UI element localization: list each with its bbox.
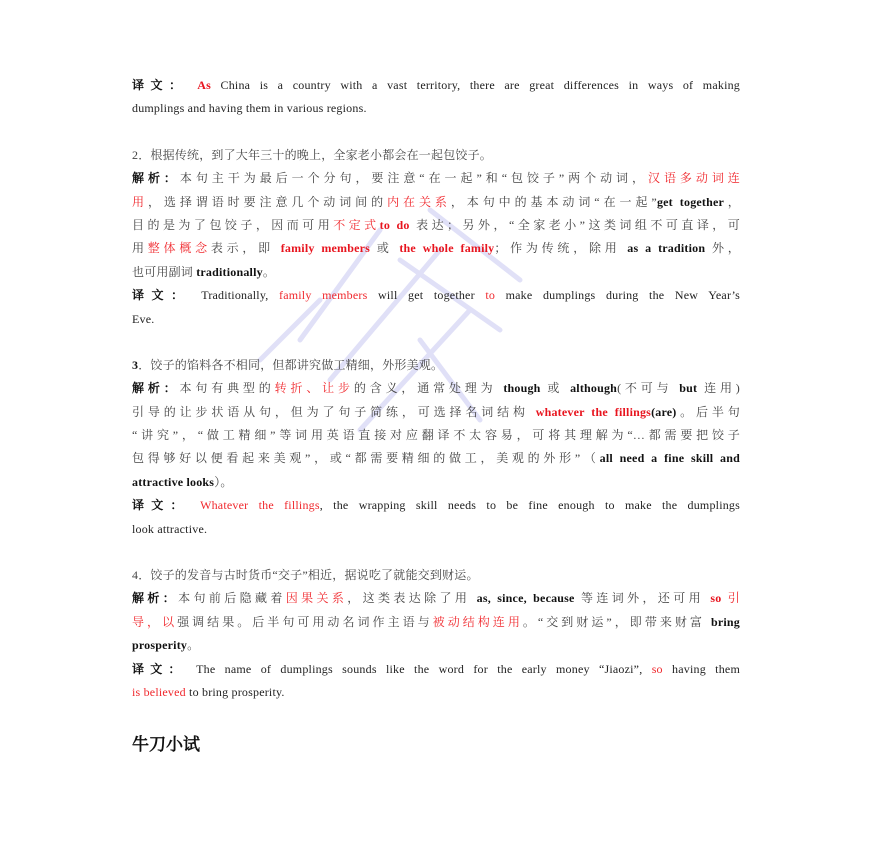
text-line bbox=[132, 237, 740, 260]
text-line bbox=[132, 144, 740, 167]
paragraph bbox=[132, 74, 740, 121]
highlight-text: 内在关系 bbox=[387, 194, 451, 209]
paragraph bbox=[132, 658, 740, 705]
text-line bbox=[132, 308, 740, 331]
text-line bbox=[132, 377, 740, 400]
body-text: 表示，即 bbox=[210, 241, 281, 256]
highlight-text: so bbox=[651, 661, 663, 676]
body-text: though bbox=[503, 381, 541, 396]
body-text: (不可与 bbox=[617, 381, 680, 396]
body-text: make dumplings during the New Year’s bbox=[495, 288, 740, 303]
text-line bbox=[132, 401, 740, 424]
label-text: 解析： bbox=[132, 171, 180, 186]
highlight-text: so bbox=[710, 591, 722, 606]
body-text: 连用) bbox=[697, 381, 740, 396]
label-text: 译文： bbox=[132, 498, 190, 513]
body-text: get together bbox=[656, 194, 725, 209]
body-text: 4．饺子的发音与古时货币“交子”相近，据说吃了就能交到财运。 bbox=[132, 568, 479, 583]
text-line bbox=[132, 284, 740, 307]
label-text: 译文： bbox=[132, 661, 187, 676]
paragraph bbox=[132, 587, 740, 657]
body-text: “讲究”，“做工精细”等词用英语直接对应翻译不太容易，可将其理解为“…都需要把饺子 bbox=[132, 428, 740, 443]
body-text: 外， bbox=[705, 241, 740, 256]
body-text: ）。 bbox=[214, 474, 233, 489]
label-text: 解析： bbox=[132, 591, 179, 606]
highlight-text: 被动结构连用 bbox=[432, 614, 523, 629]
body-text: attractive looks bbox=[132, 474, 215, 489]
body-text: ．饺子的馅料各不相同，但都讲究做工精细，外形美观。 bbox=[138, 357, 444, 372]
section-heading: 牛刀小试 bbox=[132, 735, 200, 755]
document-body bbox=[132, 74, 740, 727]
body-text: 表达；另外，“全家老小”这类词组不可直译，可 bbox=[409, 217, 740, 232]
highlight-text: whatever the fillings bbox=[535, 404, 652, 419]
text-line bbox=[132, 471, 740, 494]
highlight-text: to bbox=[485, 288, 496, 303]
section-4 bbox=[132, 564, 740, 704]
body-text: ， bbox=[724, 194, 740, 209]
text-line bbox=[132, 191, 740, 214]
body-text: 引导的让步状语从句，但为了句子简练，可选择名词结构 bbox=[132, 404, 536, 419]
body-text: traditionally bbox=[196, 264, 263, 279]
text-line bbox=[132, 214, 740, 237]
body-text: 也可用副词 bbox=[132, 264, 197, 279]
body-text: 。“交到财运”，即带来财富 bbox=[522, 614, 711, 629]
body-text: to bring prosperity. bbox=[185, 684, 285, 699]
highlight-text: 转折、让步 bbox=[274, 381, 354, 396]
body-text: 。 bbox=[187, 638, 200, 653]
text-line bbox=[132, 167, 740, 190]
paragraph bbox=[132, 494, 740, 541]
body-text: , the wrapping skill needs to be fine enough to make the dumplings bbox=[319, 498, 740, 513]
body-text: 的含义，通常处理为 bbox=[353, 381, 504, 396]
highlight-text: 因果关系 bbox=[285, 591, 348, 606]
highlight-text: 引 bbox=[721, 591, 740, 606]
paragraph bbox=[132, 354, 740, 377]
text-line bbox=[132, 681, 740, 704]
body-text: as a tradition bbox=[627, 241, 706, 256]
highlight-text: family members bbox=[279, 288, 368, 303]
body-text: look attractive. bbox=[132, 521, 208, 536]
highlight-text: 不定式 bbox=[333, 217, 380, 232]
body-text: ，选择谓语时要注意几个动词间的 bbox=[147, 194, 388, 209]
body-text: 本句有典型的 bbox=[179, 381, 275, 396]
body-text: 目的是为了包饺子，因而可用 bbox=[132, 217, 334, 232]
body-text: ，本句中的基本动词“在一起” bbox=[450, 194, 657, 209]
text-line bbox=[132, 494, 740, 517]
highlight-text: Whatever the fillings bbox=[189, 498, 320, 513]
body-text: (are) bbox=[651, 404, 677, 419]
text-line bbox=[132, 261, 740, 284]
body-text: 。后半句 bbox=[676, 404, 740, 419]
highlight-text: family members bbox=[280, 241, 371, 256]
body-text: but bbox=[679, 381, 698, 396]
body-text: 用 bbox=[132, 241, 148, 256]
highlight-text: to do bbox=[379, 217, 410, 232]
text-line bbox=[132, 658, 740, 681]
paragraph bbox=[132, 144, 740, 167]
body-text: although bbox=[570, 381, 618, 396]
body-text: 。 bbox=[262, 264, 276, 279]
body-text: 2．根据传统，到了大年三十的晚上，全家老小都会在一起包饺子。 bbox=[132, 147, 493, 162]
paragraph bbox=[132, 564, 740, 587]
body-text: will get together bbox=[367, 288, 486, 303]
text-line bbox=[132, 354, 740, 377]
body-text: prosperity bbox=[132, 638, 188, 653]
body-text: 强调结果。后半句可用动名词作主语与 bbox=[177, 614, 433, 629]
section-2 bbox=[132, 144, 740, 331]
paragraph bbox=[132, 377, 740, 494]
paragraph bbox=[132, 284, 740, 331]
section-3 bbox=[132, 354, 740, 541]
highlight-text: 导，以 bbox=[132, 614, 178, 629]
text-line bbox=[132, 424, 740, 447]
body-text: 或 bbox=[540, 381, 571, 396]
highlight-text: the whole family bbox=[399, 241, 495, 256]
label-text: 译文： bbox=[132, 78, 188, 92]
highlight-text: As bbox=[187, 78, 211, 92]
body-text: 3 bbox=[132, 357, 139, 372]
highlight-text: is believed bbox=[132, 684, 186, 699]
body-text: 本句主干为最后一个分句，要注意“在一起”和“包饺子”两个动词， bbox=[179, 171, 648, 186]
text-line bbox=[132, 97, 740, 120]
highlight-text: 用 bbox=[132, 194, 148, 209]
text-line bbox=[132, 564, 740, 587]
body-text: as, since, because bbox=[476, 591, 575, 606]
text-line bbox=[132, 447, 740, 470]
body-text: all need a fine skill and bbox=[599, 451, 740, 466]
body-text: 本句前后隐藏着 bbox=[178, 591, 286, 606]
highlight-text: 汉语多动词连 bbox=[647, 171, 740, 186]
text-line bbox=[132, 74, 740, 97]
highlight-text: 整体概念 bbox=[147, 241, 211, 256]
paragraph bbox=[132, 167, 740, 284]
body-text: China is a country with a vast territory, there are great differences in ways of making bbox=[210, 78, 740, 92]
body-text: Traditionally, bbox=[190, 288, 280, 303]
body-text: dumplings and having them in various regions. bbox=[132, 101, 367, 116]
body-text: 包得够好以便看起来美观”，或“都需要精细的做工，美观的外形”（ bbox=[132, 451, 600, 466]
text-line bbox=[132, 587, 740, 610]
text-line bbox=[132, 634, 740, 657]
body-text: bring bbox=[710, 614, 740, 629]
body-text: 等连词外，还可用 bbox=[574, 591, 711, 606]
text-line bbox=[132, 611, 740, 634]
label-text: 译文： bbox=[132, 288, 191, 303]
section-1 bbox=[132, 74, 740, 121]
body-text: Eve. bbox=[132, 311, 155, 326]
label-text: 解析： bbox=[132, 381, 180, 396]
body-text: ，这类表达除了用 bbox=[347, 591, 477, 606]
body-text: ；作为传统，除用 bbox=[494, 241, 628, 256]
body-text: having them bbox=[662, 661, 740, 676]
body-text: 或 bbox=[370, 241, 400, 256]
body-text: The name of dumplings sounds like the word for the early money “Jiaozi”, bbox=[186, 661, 652, 676]
text-line bbox=[132, 518, 740, 541]
